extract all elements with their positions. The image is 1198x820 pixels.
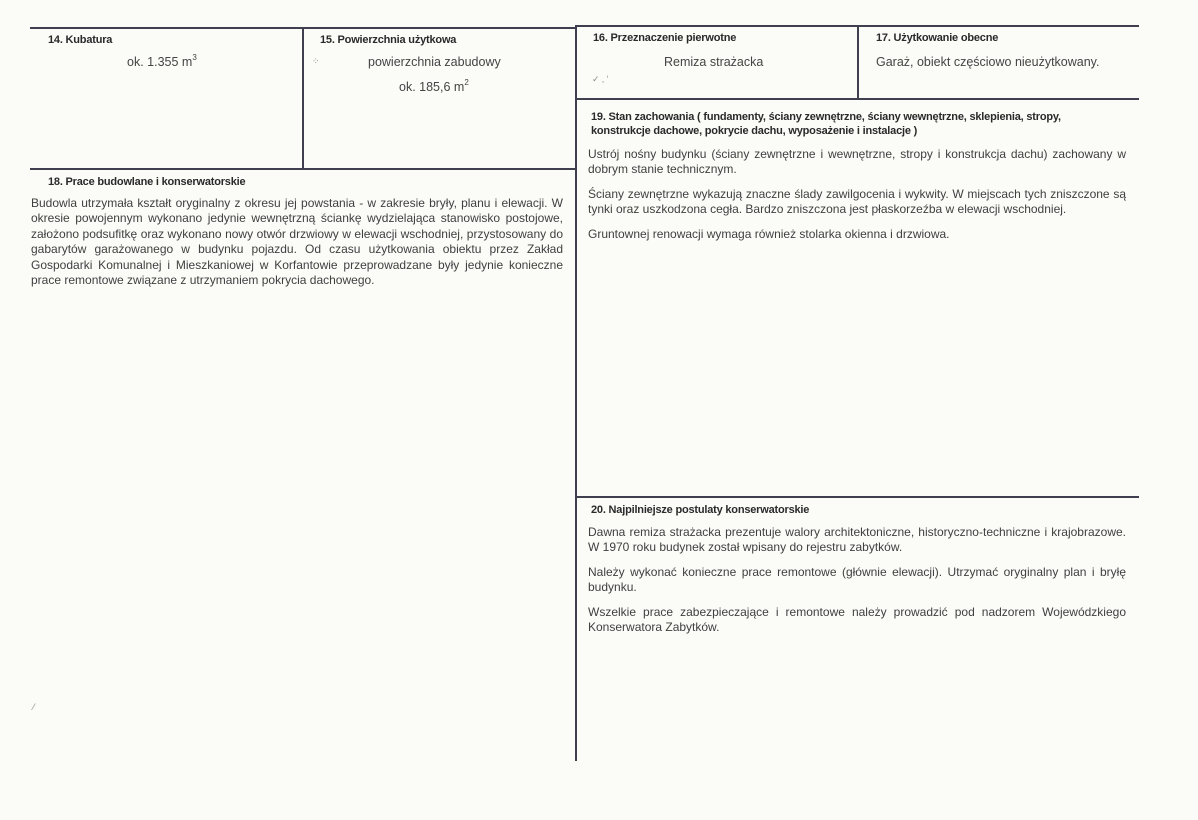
center-divider	[575, 25, 577, 761]
postulaty-paragraph-3: Wszelkie prace zabezpieczające i remontowe należy prowadzić pod nadzorem Wojewódzkiego Konserwatora Zabytków.	[588, 604, 1126, 635]
scan-speck: ⁘	[312, 56, 320, 66]
powierzchnia-line2-text: ok. 185,6 m	[399, 80, 465, 94]
postulaty-label: 20. Najpilniejsze postulaty konserwatorskie	[591, 504, 810, 516]
powierzchnia-line1: powierzchnia zabudowy	[368, 55, 501, 69]
kubatura-value	[127, 55, 197, 69]
rule-above-20	[576, 496, 1139, 498]
prace-text	[31, 196, 563, 297]
kubatura-value-text: ok. 1.355 m	[127, 55, 193, 69]
przeznaczenie-label: 16. Przeznaczenie pierwotne	[593, 32, 737, 44]
powierzchnia-unit-sup: 2	[464, 78, 469, 87]
uzytkowanie-label: 17. Użytkowanie obecne	[876, 32, 999, 44]
divider-14-15	[302, 27, 304, 169]
stan-label: 19. Stan zachowania ( fundamenty, ściany zewnętrzne, ściany wewnętrzne, sklepienia, stropy, konstrukcje dachowe, pokrycie dachu, wyposażenie i instalacje )	[591, 111, 1061, 137]
divider-16-17	[857, 25, 859, 99]
rule-above-18	[30, 168, 576, 170]
prace-label: 18. Prace budowlane i konserwatorskie	[48, 176, 246, 188]
scan-speck: ✓ ‚ ‘	[592, 74, 609, 84]
prace-paragraph: Budowla utrzymała kształt oryginalny z okresu jej powstania - w zakresie bryły, planu i elewacji. W okresie powojennym wykonano jedynie wewnętrzną ściankę wydzielająca stanowisko postojowe, założono podsufitkę oraz wykonano nowy otwór drzwiowy w elewacji wschodniej, przystosowany do gabarytów garażowanego w budynku pojazdu. Od czasu użytkowania obiektu przez Zakład Gospodarki Komunalnej i Mieszkaniowej w Korfantowie przeprowadzane były jedynie konieczne prace remontowe związane z utrzymaniem pokrycia dachowego.	[31, 196, 563, 288]
stan-paragraph-3: Gruntownej renowacji wymaga również stolarka okienna i drzwiowa.	[588, 226, 950, 241]
przeznaczenie-value: Remiza strażacka	[664, 55, 764, 69]
postulaty-paragraph-1: Dawna remiza strażacka prezentuje walory architektoniczne, historyczno-techniczne i krajobrazowe. W 1970 roku budynek został wpisany do rejestru zabytków.	[588, 525, 1126, 555]
scan-speck: ⁄	[33, 702, 35, 712]
powierzchnia-line2	[399, 80, 469, 94]
kubatura-label: 14. Kubatura	[48, 34, 113, 46]
uzytkowanie-value: Garaż, obiekt częściowo nieużytkowany.	[876, 55, 1100, 69]
rule-above-19	[576, 98, 1139, 100]
stan-paragraph-1: Ustrój nośny budynku (ściany zewnętrzne i wewnętrzne, stropy i konstrukcja dachu) zachowany w dobrym stanie technicznym.	[588, 147, 1126, 177]
postulaty-text	[588, 525, 1126, 644]
stan-paragraph-2: Ściany zewnętrzne wykazują znaczne ślady zawilgocenia i wykwity. W miejscach tych zniszczone są tynki oraz uszkodzona cegła. Bardzo zniszczona jest płaskorzeźba w elewacji wschodniej.	[588, 186, 1126, 217]
kubatura-unit-sup: 3	[192, 53, 197, 62]
stan-text	[588, 147, 1126, 251]
powierzchnia-label: 15. Powierzchnia użytkowa	[320, 34, 457, 46]
postulaty-paragraph-2: Należy wykonać konieczne prace remontowe (głównie elewacji). Utrzymać oryginalny plan i bryłę budynku.	[588, 564, 1126, 595]
